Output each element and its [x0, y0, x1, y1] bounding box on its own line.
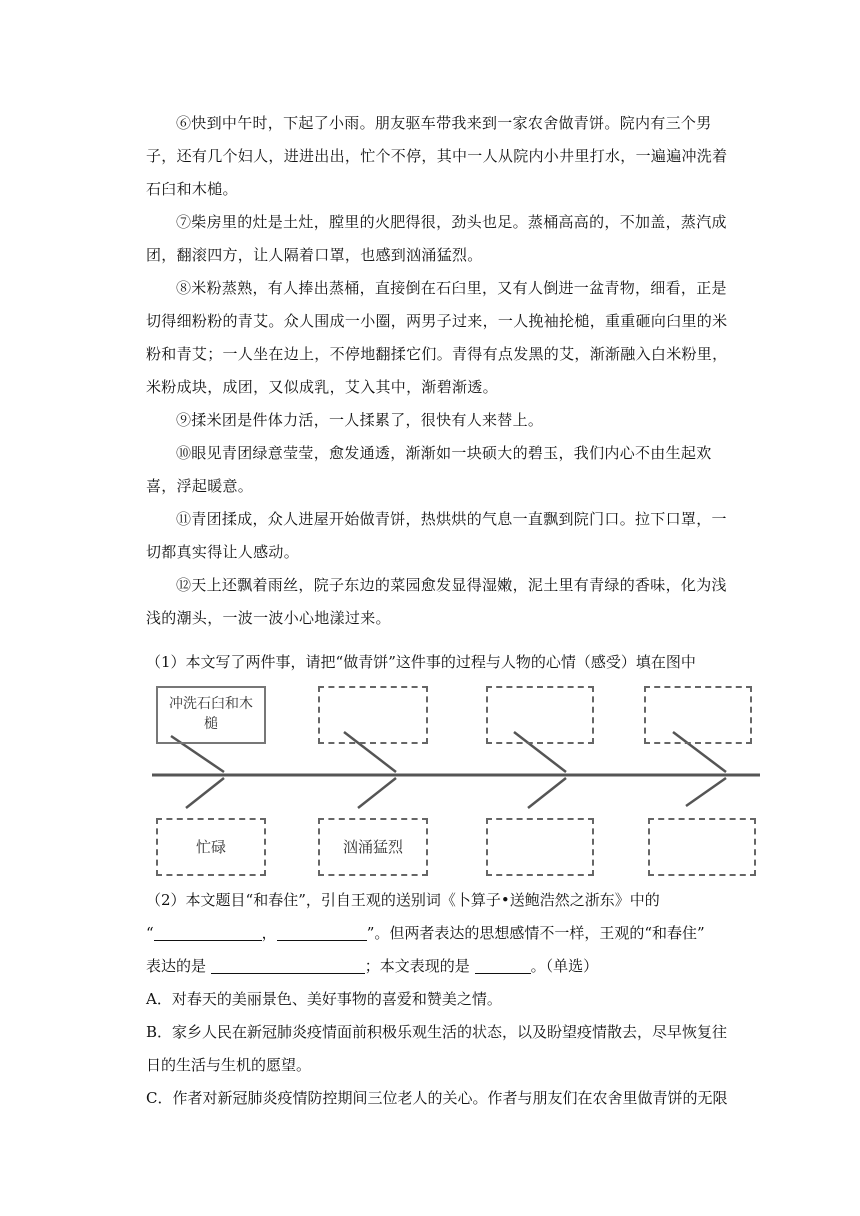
bone-lower-3: [528, 778, 566, 808]
single-choice-note: 。（单选）: [530, 957, 599, 975]
bottom-box-1: [156, 818, 266, 876]
top-box-2[interactable]: [318, 686, 428, 744]
bottom-box-2: [318, 818, 428, 876]
this-text-shows-label: ；本文表现的是: [364, 957, 470, 975]
paragraph-10: ⑩眼见青团绿意莹莹，愈发通透，渐渐如一块硕大的碧玉，我们内心不由生起欢喜，浮起暖意。: [146, 444, 712, 495]
question-2-line-2-tail: ”。但两者表达的思想感情不一样，王观的“和春住”: [366, 924, 705, 942]
top-box-4[interactable]: [644, 686, 752, 744]
bottom-box-2-label: 汹涌猛烈: [342, 838, 403, 856]
bottom-box-3[interactable]: [486, 818, 594, 876]
bone-lower-4: [686, 778, 726, 806]
quote-open: “: [146, 924, 154, 942]
top-box-3[interactable]: [486, 686, 594, 744]
question-2-line-1: （2）本文题目“和春住”，引自王观的送别词《卜算子•送鲍浩然之浙东》中的: [146, 891, 660, 909]
bottom-box-1-label: 忙碌: [195, 838, 226, 856]
question-2-line-3: [146, 950, 736, 983]
bottom-box-4[interactable]: [648, 818, 756, 876]
wang-guan-expresses-label: 表达的是: [146, 957, 207, 975]
paragraph-11: ⑪青团揉成，众人进屋开始做青饼，热烘烘的气息一直飘到院门口。拉下口罩，一切都真实得让人感动。: [146, 510, 727, 561]
comma: ，: [261, 924, 277, 942]
bone-lower-1: [186, 778, 224, 808]
paragraph-6: ⑥快到中午时，下起了小雨。朋友驱车带我来到一家农舍做青饼。院内有三个男子，还有几个妇人，进进出出，忙个不停，其中一人从院内小井里打水，一遍遍冲洗着石臼和木槌。: [146, 114, 728, 198]
question-1: （1）本文写了两件事，请把“做青饼”这件事的过程与人物的心情（感受）填在图中: [146, 653, 696, 671]
answer-blank-4[interactable]: [475, 955, 531, 974]
top-box-1-label: 冲洗石臼和木槌: [169, 696, 253, 732]
fishbone-diagram: [146, 676, 766, 882]
top-box-1: [156, 686, 266, 744]
question-2-line-2: [146, 917, 736, 950]
answer-blank-2[interactable]: [277, 922, 367, 941]
paragraph-12: ⑫天上还飘着雨丝，院子东边的菜园愈发显得湿嫩，泥土里有青绿的香味，化为浅浅的潮头，一波一波小心地漾过来。: [146, 576, 727, 627]
bone-lower-2: [358, 778, 396, 808]
paragraph-7: ⑦柴房里的灶是土灶，膛里的火肥得很，劲头也足。蒸桶高高的，不加盖，蒸汽成团，翻滚四方，让人隔着口罩，也感到汹涌猛烈。: [146, 213, 727, 264]
paragraph-9: ⑨揉米团是件体力活，一人揉累了，很快有人来替上。: [176, 411, 544, 429]
option-c[interactable]: C．作者对新冠肺炎疫情防控期间三位老人的关心。作者与朋友们在农舍里做青饼的无限: [146, 1089, 728, 1107]
option-a[interactable]: A．对春天的美丽景色、美好事物的喜爱和赞美之情。: [146, 990, 502, 1008]
paragraph-8: ⑧米粉蒸熟，有人捧出蒸桶，直接倒在石臼里，又有人倒进一盆青物，细看，正是切得细粉粉的青艾。众人围成一小圈，两男子过来，一人挽袖抡槌，重重砸向臼里的米粉和青艾；一人坐在边上，不停地翻揉它们。青得有点发黑的艾，渐渐融入白米粉里，米粉成块，成团，又似成乳，艾入其中，渐碧渐透。: [146, 279, 728, 396]
option-b[interactable]: B．家乡人民在新冠肺炎疫情面前积极乐观生活的状态，以及盼望疫情散去，尽早恢复往日的生活与生机的愿望。: [146, 1023, 728, 1074]
answer-blank-1[interactable]: [154, 922, 262, 941]
answer-blank-3[interactable]: [211, 955, 365, 974]
